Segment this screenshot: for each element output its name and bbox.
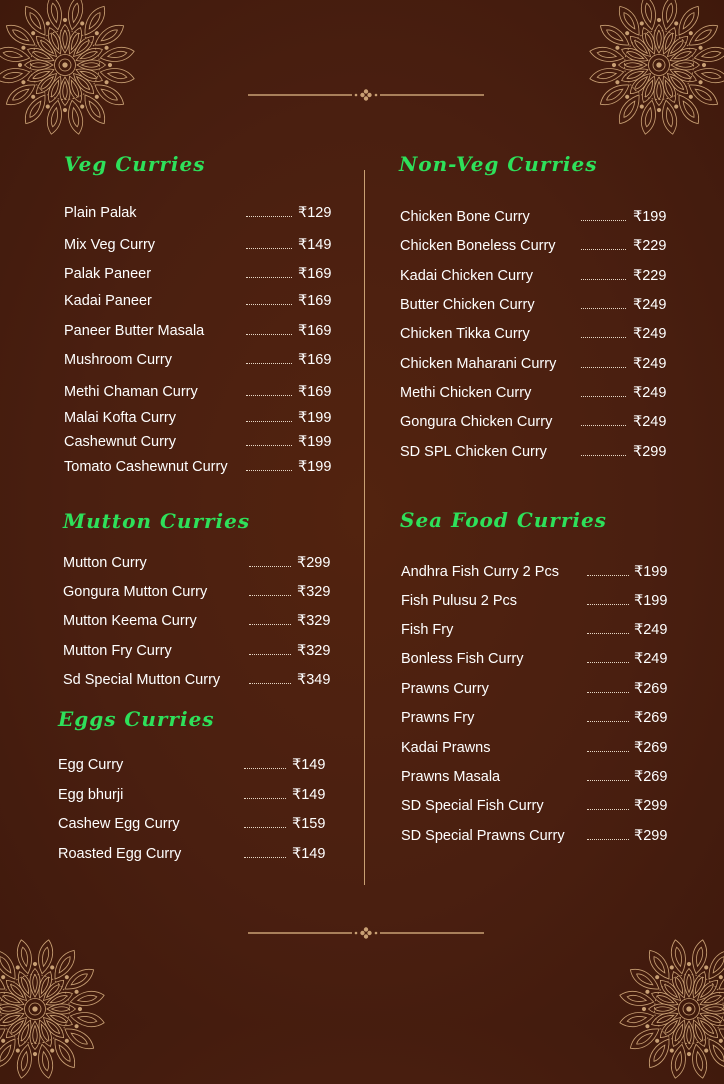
mandala-ornament-icon — [584, 0, 724, 140]
menu-item-price: ₹329 — [297, 584, 331, 600]
menu-item — [401, 648, 674, 670]
menu-item — [64, 456, 338, 478]
menu-item-name: Plain Palak — [64, 205, 137, 221]
menu-item-name: Tomato Cashewnut Curry — [64, 459, 228, 475]
column-divider — [364, 170, 365, 885]
menu-item — [64, 202, 338, 224]
mandala-ornament-icon — [614, 934, 724, 1084]
dotted-leader — [587, 809, 629, 810]
menu-item-price: ₹199 — [298, 410, 332, 426]
menu-item-price: ₹129 — [298, 205, 332, 221]
dotted-leader — [246, 363, 292, 364]
dotted-leader — [246, 395, 292, 396]
menu-item-name: Cashew Egg Curry — [58, 816, 180, 832]
section-title-sea-food-curries: Sea Food Curries — [400, 508, 607, 532]
menu-item — [401, 825, 674, 847]
flourish-divider-icon — [248, 89, 484, 101]
menu-item-price: ₹299 — [633, 444, 667, 460]
menu-item — [400, 353, 673, 375]
menu-item — [63, 610, 337, 632]
menu-item-name: Mutton Fry Curry — [63, 643, 172, 659]
menu-item-name: Fish Pulusu 2 Pcs — [401, 593, 518, 609]
menu-item-name: Kadai Prawns — [401, 740, 491, 756]
dotted-leader — [244, 768, 286, 769]
dotted-leader — [246, 216, 292, 217]
dotted-leader — [249, 683, 291, 684]
dotted-leader — [244, 798, 286, 799]
menu-item-price: ₹269 — [634, 710, 668, 726]
menu-item-name: Chicken Maharani Curry — [400, 356, 557, 372]
menu-item — [401, 795, 674, 817]
dotted-leader — [249, 624, 291, 625]
menu-item — [401, 678, 674, 700]
flourish-divider-icon — [248, 927, 484, 939]
menu-item-price: ₹149 — [292, 787, 326, 803]
menu-item-price: ₹249 — [633, 356, 667, 372]
menu-item-price: ₹149 — [298, 237, 332, 253]
menu-item — [400, 441, 673, 463]
dotted-leader — [587, 633, 629, 634]
dotted-leader — [587, 604, 629, 605]
dotted-leader — [587, 751, 629, 752]
dotted-leader — [249, 654, 291, 655]
menu-item-name: SD SPL Chicken Curry — [400, 444, 547, 460]
menu-item — [400, 265, 673, 287]
menu-item-price: ₹149 — [292, 757, 326, 773]
menu-item — [64, 234, 338, 256]
menu-item-name: Methi Chaman Curry — [64, 384, 198, 400]
menu-item-price: ₹199 — [298, 434, 332, 450]
menu-item — [401, 619, 674, 641]
menu-item — [64, 381, 338, 403]
dotted-leader — [244, 827, 286, 828]
menu-item — [58, 784, 332, 806]
menu-item-name: Chicken Boneless Curry — [400, 238, 556, 254]
menu-item — [64, 431, 338, 453]
dotted-leader — [581, 279, 626, 280]
menu-item-price: ₹249 — [634, 622, 668, 638]
menu-item-name: Malai Kofta Curry — [64, 410, 177, 426]
dotted-leader — [246, 470, 292, 471]
dotted-leader — [587, 780, 629, 781]
menu-item-price: ₹269 — [634, 740, 668, 756]
menu-item-price: ₹269 — [634, 769, 668, 785]
menu-item-name: Prawns Fry — [401, 710, 475, 726]
menu-item-price: ₹169 — [298, 323, 332, 339]
menu-item-price: ₹169 — [298, 266, 332, 282]
dotted-leader — [244, 857, 286, 858]
menu-item-price: ₹329 — [297, 643, 331, 659]
menu-item — [64, 320, 338, 342]
menu-item-name: Methi Chicken Curry — [400, 385, 532, 401]
mandala-ornament-icon — [0, 0, 140, 140]
menu-item — [400, 294, 673, 316]
menu-item — [401, 707, 674, 729]
menu-item-price: ₹349 — [297, 672, 331, 688]
menu-item — [64, 407, 338, 429]
dotted-leader — [246, 248, 292, 249]
dotted-leader — [587, 721, 629, 722]
menu-item-name: Cashewnut Curry — [64, 434, 177, 450]
menu-item-name: SD Special Prawns Curry — [401, 828, 565, 844]
menu-item-name: Gongura Mutton Curry — [63, 584, 208, 600]
menu-item-price: ₹199 — [634, 593, 668, 609]
menu-item — [63, 640, 337, 662]
section-title-veg-curries: Veg Curries — [64, 152, 206, 176]
menu-item-name: Chicken Bone Curry — [400, 209, 530, 225]
menu-item-price: ₹249 — [633, 385, 667, 401]
menu-item — [58, 843, 332, 865]
section-title-eggs-curries: Eggs Curries — [58, 707, 215, 731]
menu-item-name: Egg bhurji — [58, 787, 124, 803]
menu-item — [401, 737, 674, 759]
menu-item-price: ₹269 — [634, 681, 668, 697]
menu-item-name: Mutton Curry — [63, 555, 147, 571]
menu-item — [400, 323, 673, 345]
menu-item-price: ₹169 — [298, 384, 332, 400]
dotted-leader — [581, 220, 626, 221]
dotted-leader — [246, 445, 292, 446]
menu-item — [63, 552, 337, 574]
menu-item — [64, 263, 338, 285]
menu-item-price: ₹169 — [298, 293, 332, 309]
menu-item — [400, 411, 673, 433]
menu-item — [400, 382, 673, 404]
menu-item-name: Gongura Chicken Curry — [400, 414, 553, 430]
menu-item-name: Mutton Keema Curry — [63, 613, 197, 629]
dotted-leader — [587, 662, 629, 663]
dotted-leader — [581, 367, 626, 368]
menu-item-name: Sd Special Mutton Curry — [63, 672, 221, 688]
menu-item-name: Kadai Paneer — [64, 293, 152, 309]
menu-item-name: Roasted Egg Curry — [58, 846, 182, 862]
menu-item-price: ₹249 — [634, 651, 668, 667]
dotted-leader — [246, 304, 292, 305]
dotted-leader — [581, 337, 626, 338]
menu-item-name: Andhra Fish Curry 2 Pcs — [401, 564, 559, 580]
menu-item-price: ₹199 — [298, 459, 332, 475]
dotted-leader — [587, 575, 629, 576]
menu-item-name: Prawns Masala — [401, 769, 501, 785]
dotted-leader — [581, 396, 626, 397]
menu-item-name: Paneer Butter Masala — [64, 323, 205, 339]
menu-item — [400, 206, 673, 228]
menu-item-price: ₹299 — [634, 828, 668, 844]
menu-item-price: ₹299 — [634, 798, 668, 814]
dotted-leader — [249, 595, 291, 596]
menu-item — [401, 590, 674, 612]
menu-item-price: ₹229 — [633, 238, 667, 254]
menu-item-name: Palak Paneer — [64, 266, 152, 282]
menu-item-price: ₹249 — [633, 414, 667, 430]
menu-item-name: Mix Veg Curry — [64, 237, 156, 253]
menu-item-name: Mushroom Curry — [64, 352, 172, 368]
dotted-leader — [587, 692, 629, 693]
dotted-leader — [246, 277, 292, 278]
dotted-leader — [246, 334, 292, 335]
menu-item-name: Prawns Curry — [401, 681, 489, 697]
menu-item-price: ₹249 — [633, 326, 667, 342]
dotted-leader — [246, 421, 292, 422]
menu-item-name: Egg Curry — [58, 757, 124, 773]
menu-item-name: SD Special Fish Curry — [401, 798, 544, 814]
menu-item — [401, 766, 674, 788]
dotted-leader — [581, 425, 626, 426]
menu-item-price: ₹149 — [292, 846, 326, 862]
menu-item-price: ₹229 — [633, 268, 667, 284]
dotted-leader — [581, 455, 626, 456]
menu-item-name: Kadai Chicken Curry — [400, 268, 533, 284]
menu-item — [63, 669, 337, 691]
menu-item-price: ₹329 — [297, 613, 331, 629]
dotted-leader — [581, 249, 626, 250]
menu-item — [58, 813, 332, 835]
menu-item — [58, 754, 332, 776]
menu-item — [64, 349, 338, 371]
menu-item-price: ₹299 — [297, 555, 331, 571]
menu-item-price: ₹249 — [633, 297, 667, 313]
menu-item-price: ₹199 — [633, 209, 667, 225]
section-title-mutton-curries: Mutton Curries — [63, 509, 251, 533]
menu-item — [64, 290, 338, 312]
section-title-non-veg-curries: Non-Veg Curries — [399, 152, 598, 176]
menu-item-price: ₹199 — [634, 564, 668, 580]
menu-item-name: Bonless Fish Curry — [401, 651, 524, 667]
menu-item-price: ₹169 — [298, 352, 332, 368]
menu-item — [401, 561, 674, 583]
menu-item-name: Chicken Tikka Curry — [400, 326, 530, 342]
menu-item-price: ₹159 — [292, 816, 326, 832]
menu-item-name: Fish Fry — [401, 622, 454, 638]
menu-item — [63, 581, 337, 603]
menu-item — [400, 235, 673, 257]
dotted-leader — [249, 566, 291, 567]
dotted-leader — [581, 308, 626, 309]
mandala-ornament-icon — [0, 934, 110, 1084]
menu-item-name: Butter Chicken Curry — [400, 297, 535, 313]
dotted-leader — [587, 839, 629, 840]
